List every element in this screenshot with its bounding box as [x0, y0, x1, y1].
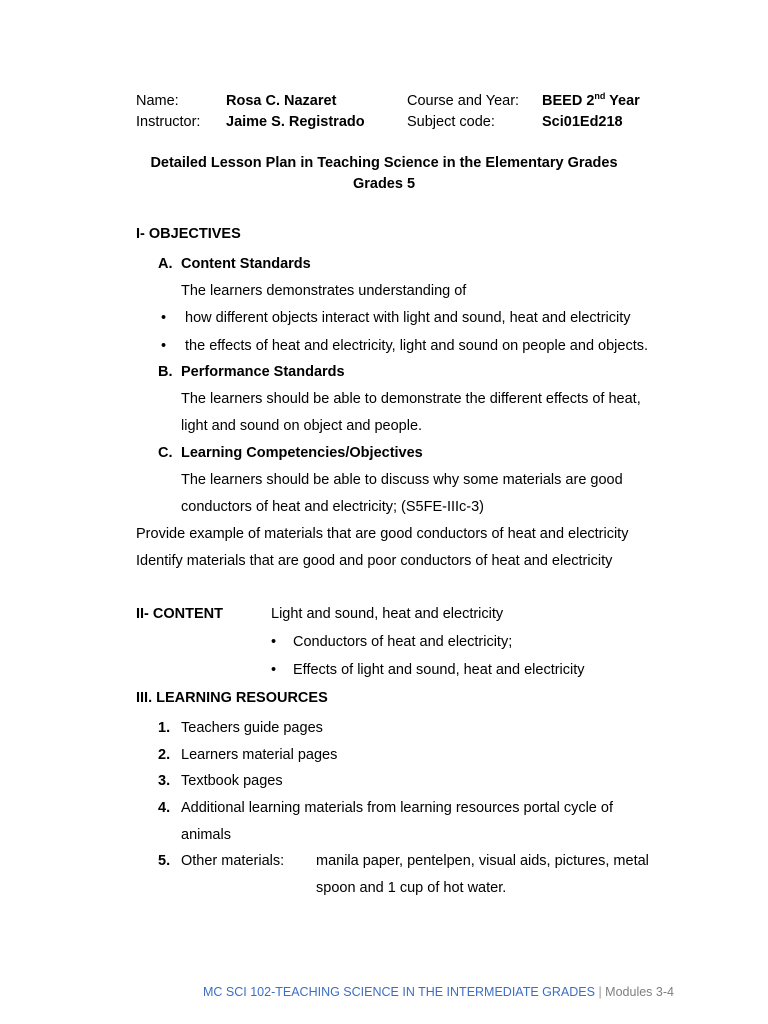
resource-item: Learners material pages: [181, 747, 338, 763]
resource-item: Teachers guide pages: [181, 720, 323, 736]
footer-course: MC SCI 102-TEACHING SCIENCE IN THE INTERMEDIATE GRADES: [203, 985, 595, 999]
bullet-icon: •: [271, 634, 277, 650]
course-value-suffix: Year: [605, 93, 640, 109]
performance-standards-title: Performance Standards: [181, 364, 345, 380]
bullet-icon: •: [161, 338, 167, 354]
performance-standards-text: light and sound on object and people.: [181, 418, 423, 434]
learning-competencies-text: The learners should be able to discuss why some materials are good: [181, 472, 623, 488]
course-label: Course and Year:: [407, 93, 520, 109]
section-a-letter: A.: [158, 256, 173, 272]
section-b-letter: B.: [158, 364, 173, 380]
resource-item: Textbook pages: [181, 773, 283, 789]
course-value-prefix: BEED 2: [542, 93, 595, 109]
content-standard-bullet: the effects of heat and electricity, light and sound on people and objects.: [181, 338, 649, 354]
other-materials-detail: manila paper, pentelpen, visual aids, pictures, metal: [316, 853, 649, 869]
instructor-label: Instructor:: [136, 114, 201, 130]
content-bullet: Effects of light and sound, heat and electricity: [293, 662, 585, 678]
course-value: [542, 93, 640, 109]
footer-separator: |: [594, 985, 606, 999]
document-title: Detailed Lesson Plan in Teaching Science in the Elementary Grades: [150, 155, 618, 171]
course-value-sup: nd: [594, 91, 606, 102]
objective-extra: Provide example of materials that are good conductors of heat and electricity: [136, 526, 629, 542]
resources-heading: III. LEARNING RESOURCES: [136, 690, 328, 706]
resource-item: Other materials:: [181, 853, 285, 869]
content-standards-title: Content Standards: [181, 256, 311, 272]
name-value: Rosa C. Nazaret: [226, 93, 337, 109]
subject-value: Sci01Ed218: [542, 114, 623, 130]
bullet-icon: •: [161, 310, 167, 326]
section-c-letter: C.: [158, 445, 173, 461]
bullet-icon: •: [271, 662, 277, 678]
resource-item-continued: animals: [181, 827, 231, 843]
resource-number: 3.: [158, 773, 171, 789]
resource-number: 5.: [158, 853, 171, 869]
document-subtitle: Grades 5: [352, 176, 416, 192]
content-topic: Light and sound, heat and electricity: [271, 606, 504, 622]
subject-label: Subject code:: [407, 114, 495, 130]
content-bullet: Conductors of heat and electricity;: [293, 634, 513, 650]
content-standard-bullet: how different objects interact with light and sound, heat and electricity: [181, 310, 631, 326]
resource-item: Additional learning materials from learning resources portal cycle of: [181, 800, 613, 816]
resource-number: 4.: [158, 800, 171, 816]
other-materials-detail: spoon and 1 cup of hot water.: [316, 880, 507, 896]
footer-modules: Modules 3-4: [605, 985, 674, 999]
learning-competencies-text: conductors of heat and electricity; (S5FE-IIIc-3): [181, 499, 485, 515]
instructor-value: Jaime S. Registrado: [226, 114, 365, 130]
performance-standards-text: The learners should be able to demonstrate the different effects of heat,: [181, 391, 641, 407]
resource-number: 2.: [158, 747, 171, 763]
page-footer: [203, 985, 674, 999]
content-heading: II- CONTENT: [136, 606, 223, 622]
name-label: Name:: [136, 93, 179, 109]
learning-competencies-title: Learning Competencies/Objectives: [181, 445, 423, 461]
resource-number: 1.: [158, 720, 171, 736]
objective-extra: Identify materials that are good and poor conductors of heat and electricity: [136, 553, 613, 569]
content-standards-intro: The learners demonstrates understanding of: [181, 283, 467, 299]
objectives-heading: I- OBJECTIVES: [136, 226, 241, 242]
